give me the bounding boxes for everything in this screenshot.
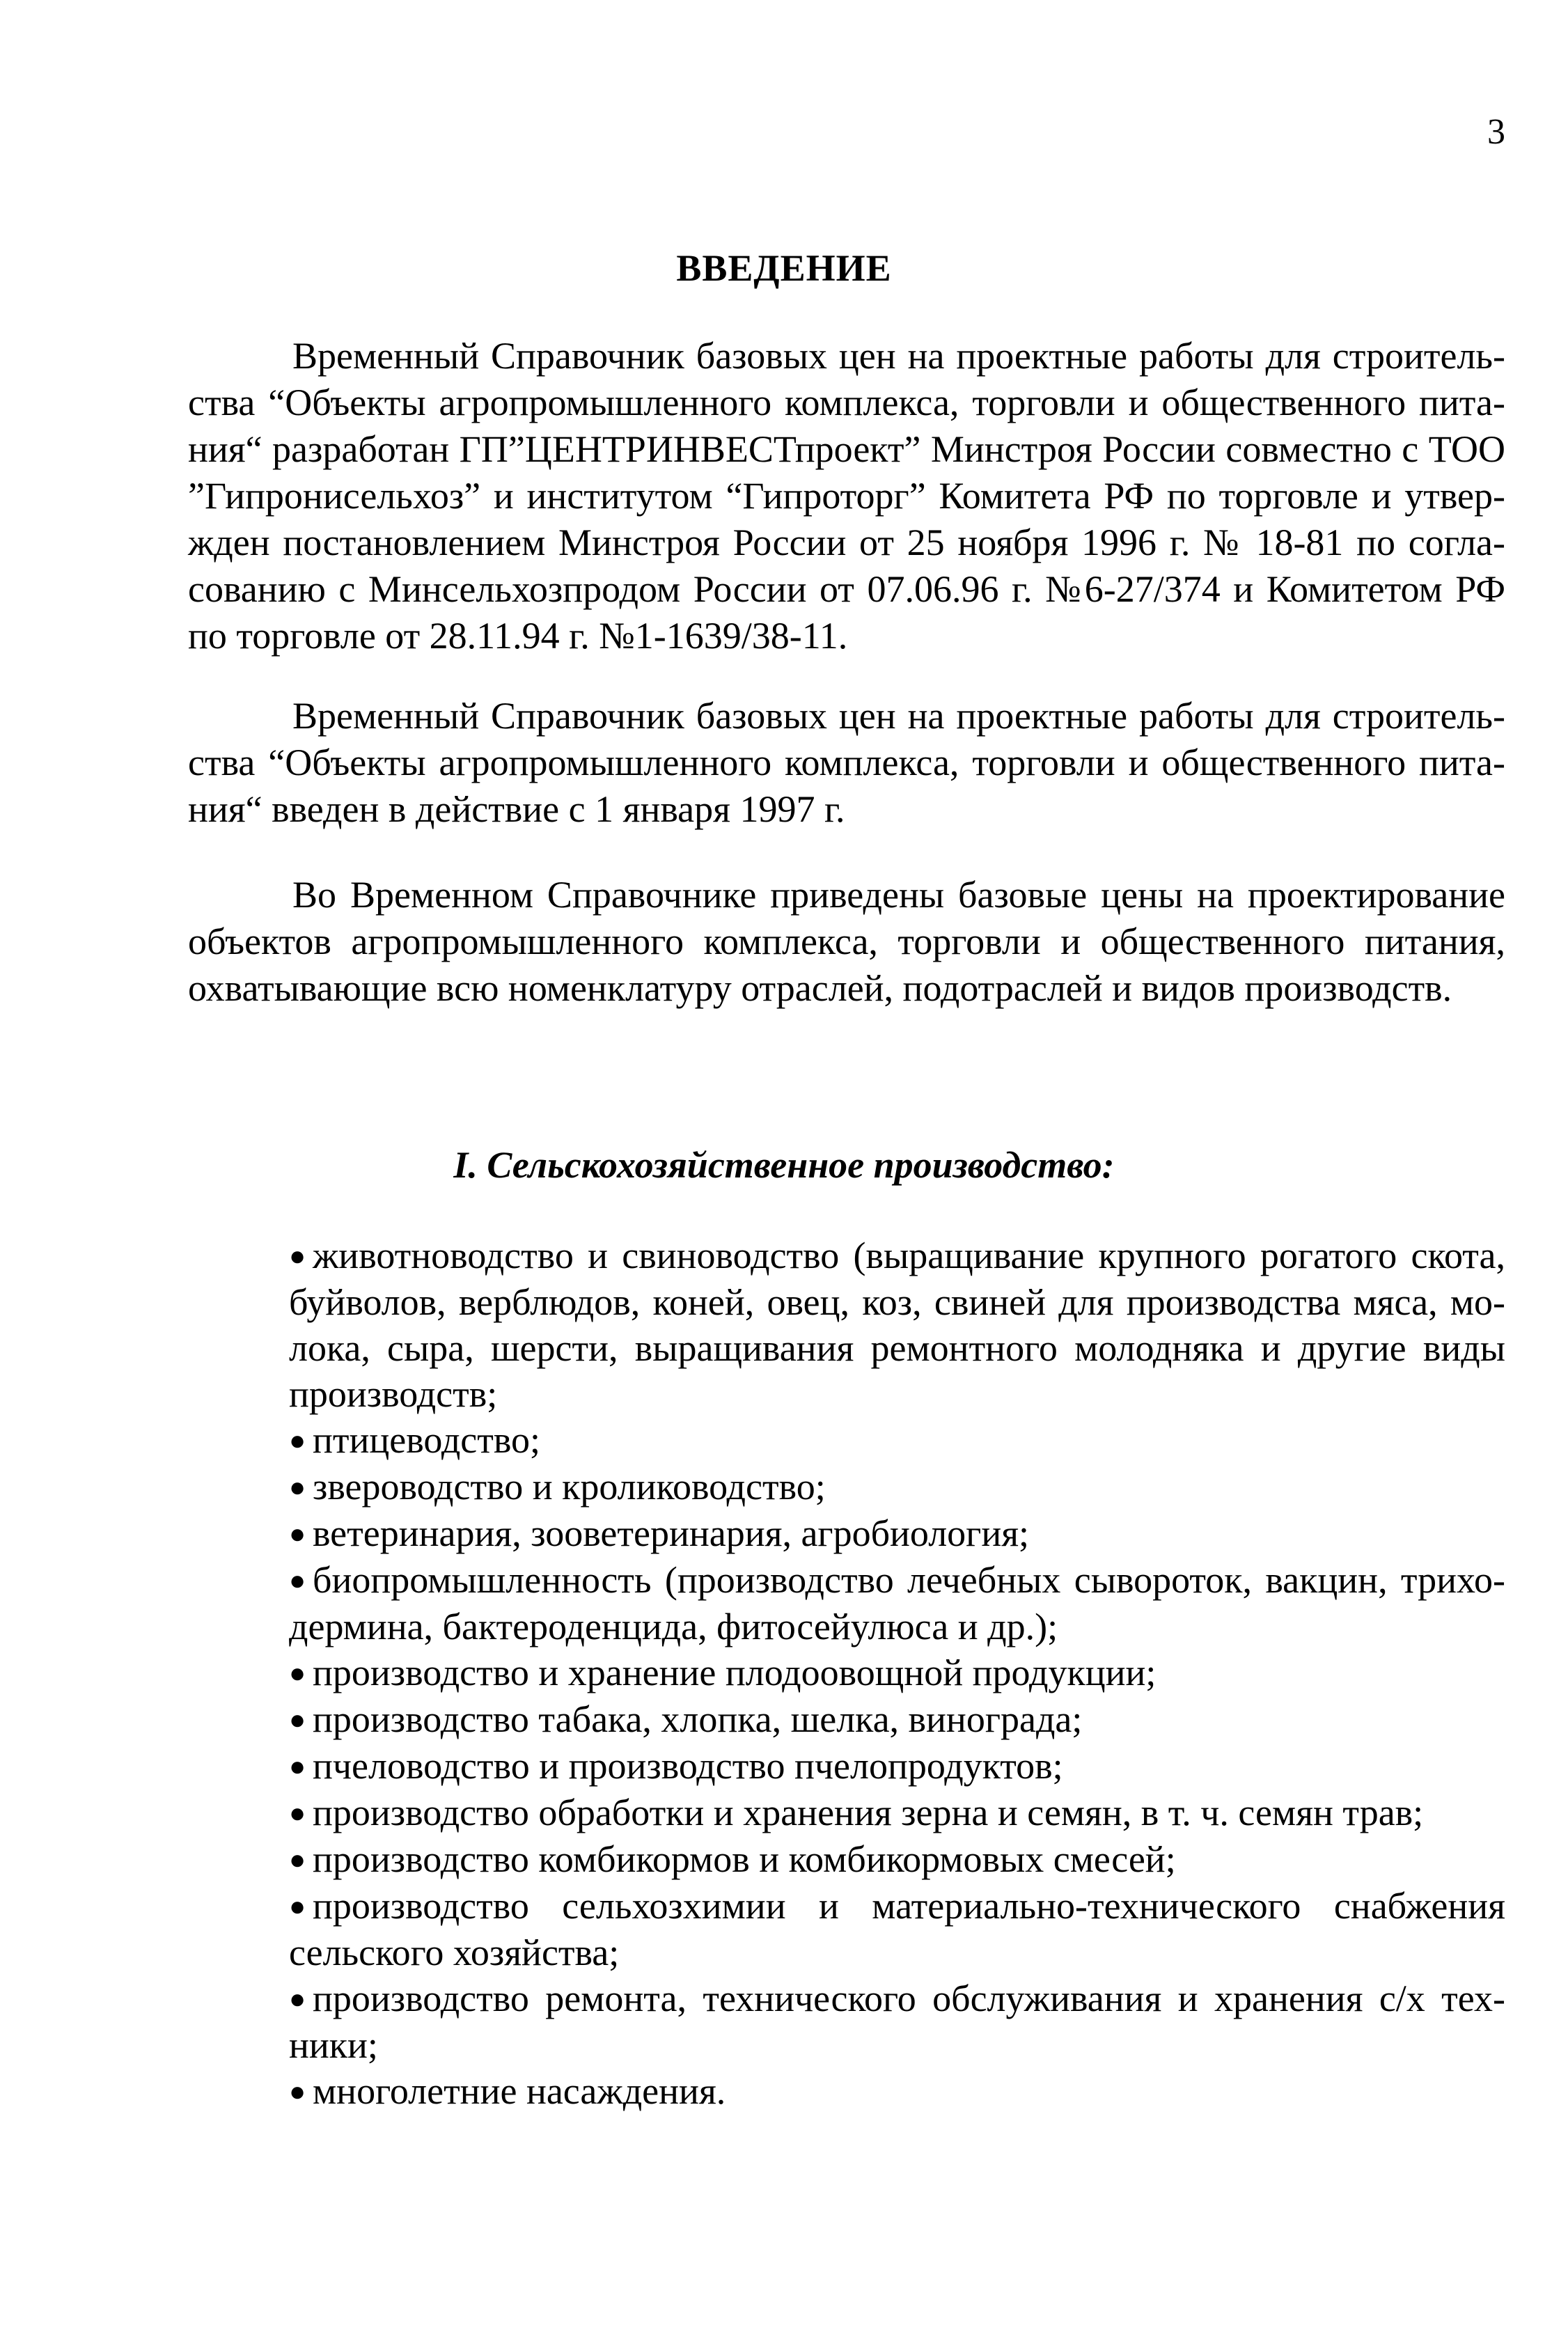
page-title: ВВЕДЕНИЕ [676,247,892,289]
list-item [289,1696,1505,1743]
list-item [289,1836,1505,1883]
paragraph-text: Временный Справочник базовых цен на проектные работы для строитель-ства “Объекты агропромышленного комплекса, торговли и общественного пита-ния“ введен в действие с 1 января 1997 г. [188,695,1505,830]
intro-paragraph-2 [188,693,1505,833]
bullet-icon: ● [289,1890,306,1922]
bullet-icon: ● [289,1657,306,1689]
list-item-text: производство и хранение плодоовощной продукции; [313,1652,1157,1693]
list-item-text: производство табака, хлопка, шелка, винограда; [313,1698,1083,1740]
list-item [289,1417,1505,1464]
list-item [289,1510,1505,1557]
bullet-icon: ● [289,1751,306,1782]
list-item-text: многолетние насаждения. [313,2070,726,2112]
list-item-text: производство сельхозхимии и материально-технического снабжения сельского хозяйства; [289,1885,1505,1973]
list-item-text: производство обработки и хранения зерна и семян, в т. ч. семян трав; [313,1792,1424,1833]
list-item-text: ветеринария, зооветеринария, агробиология; [313,1512,1030,1554]
paragraph-text: Во Временном Справочнике приведены базовые цены на проектирование объектов агропромышленного комплекса, торговли и общественного питания, охватывающие всю номенклатуру отраслей, подотраслей и видов производств. [188,874,1505,1009]
list-item-text: животноводство и свиноводство (выращивание крупного рогатого скота, буйволов, верблюдов, коней, овец, коз, свиней для производства мяса, мо-лока, сыра, шерсти, выращивания ремонтного молодняка и другие виды производств; [289,1235,1505,1415]
intro-paragraph-3 [188,872,1505,1012]
list-item [289,1464,1505,1510]
list-item [289,1790,1505,1836]
bullet-icon: ● [289,1425,306,1456]
list-item-text: пчеловодство и производство пчелопродуктов; [313,1745,1063,1787]
list-item-text: биопромышленность (производство лечебных сывороток, вакцин, трихо-дермина, бактероденцида, фитосейулюса и др.); [289,1559,1505,1647]
list-item-text: птицеводство; [313,1419,541,1461]
paragraph-text: Временный Справочник базовых цен на проектные работы для строитель-ства “Объекты агропромышленного комплекса, торговли и общественного пита-ния“ разработан ГП”ЦЕНТРИНВЕСТпроект” Минстроя России совместно с ТОО ”Гипронисельхоз” и институтом “Гипроторг” Комитета РФ по торговле и утвер-жден постановлением Минстроя России от 25 ноября 1996 г. № 18-81 по согла-сованию с Минсельхозпродом России от 07.06.96 г. №6-27/374 и Комитетом РФ по торговле от 28.11.94 г. №1-1639/38-11. [188,335,1505,657]
intro-paragraph-1 [188,333,1505,659]
list-item [289,1975,1505,2068]
list-item-text: производство комбикормов и комбикормовых смесей; [313,1838,1176,1880]
bullet-icon: ● [289,1983,306,2014]
bullet-icon: ● [289,1704,306,1735]
list-item [289,1650,1505,1696]
list-item [289,2068,1505,2115]
list-item-text: звероводство и кролиководство; [313,1466,826,1508]
list-item [289,1883,1505,1975]
bullet-icon: ● [289,1471,306,1503]
bullet-icon: ● [289,1240,306,1271]
bullet-icon: ● [289,2076,306,2107]
bullet-icon: ● [289,1797,306,1829]
bullet-list [289,1232,1505,2115]
bullet-icon: ● [289,1565,306,1596]
page-number: 3 [1487,112,1505,152]
bullet-icon: ● [289,1518,306,1549]
bullet-icon: ● [289,1844,306,1875]
list-item [289,1232,1505,1417]
list-item-text: производство ремонта, технического обслуживания и хранения с/х тех-ники; [289,1978,1505,2066]
list-item [289,1743,1505,1790]
list-item [289,1557,1505,1650]
section-heading: I. Сельскохозяйственное производство: [453,1144,1115,1186]
